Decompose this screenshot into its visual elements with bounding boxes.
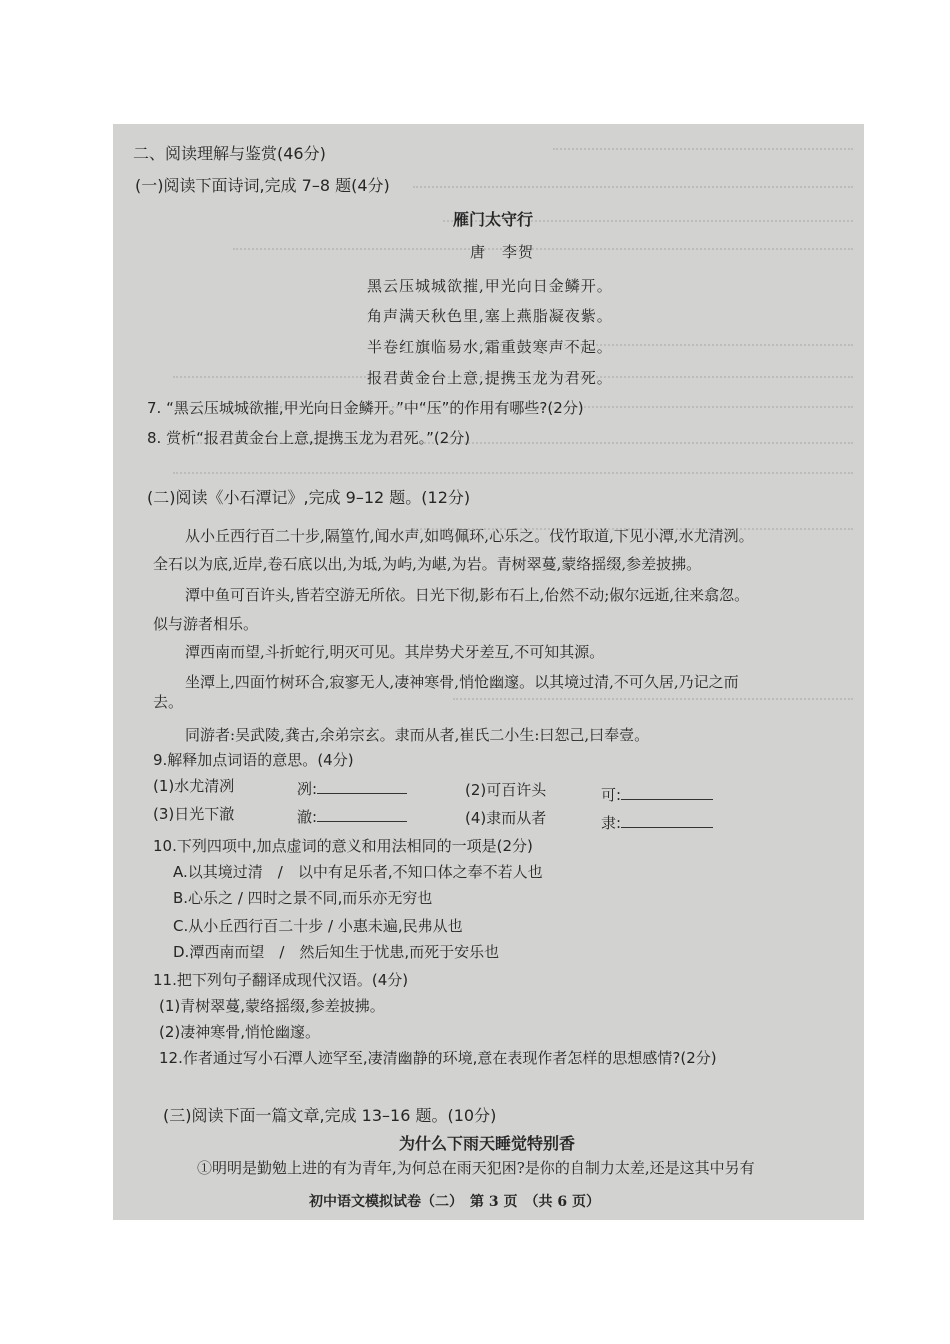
q9-item-4-key: 隶: xyxy=(601,814,622,832)
q10-option-a: A.以其境过清 / 以中有足乐者,不知口体之奉不若人也 xyxy=(173,863,543,881)
text-para1-line1: 从小丘西行百二十步,隔篁竹,闻水声,如鸣佩环,心乐之。伐竹取道,下见小潭,水尤清洌。 xyxy=(185,527,754,545)
text-para5: 同游者:吴武陵,龚古,余弟宗玄。隶而从者,崔氏二小生:曰恕己,曰奉壹。 xyxy=(185,726,650,744)
poem-line-1: 黑云压城城欲摧,甲光向日金鳞开。 xyxy=(367,277,613,295)
q9-item-2 xyxy=(601,784,713,805)
q9-item-4 xyxy=(601,812,713,833)
poem-title: 雁门太守行 xyxy=(453,210,534,229)
question-12: 12.作者通过写小石潭人迹罕至,凄清幽静的环境,意在表现作者怎样的思想感情?(2分) xyxy=(159,1049,717,1067)
text-para1-line2: 全石以为底,近岸,卷石底以出,为坻,为屿,为嵁,为岩。青树翠蔓,蒙络摇缀,参差披拂。 xyxy=(153,555,702,573)
q9-item-2-key: 可: xyxy=(601,786,622,804)
part3-instruction: (三)阅读下面一篇文章,完成 13–16 题。(10分) xyxy=(163,1106,497,1125)
q9-item-1-answer-blank[interactable] xyxy=(317,778,407,794)
part1-instruction: (一)阅读下面诗词,完成 7–8 题(4分) xyxy=(135,176,390,195)
question-9: 9.解释加点词语的意思。(4分) xyxy=(153,751,354,769)
text-para2-line1: 潭中鱼可百许头,皆若空游无所依。日光下彻,影布石上,佁然不动;俶尔远逝,往来翕忽。 xyxy=(185,586,750,604)
q10-option-b: B.心乐之 / 四时之景不同,而乐亦无穷也 xyxy=(173,889,433,907)
text-para2-line2: 似与游者相乐。 xyxy=(153,615,259,633)
text-para4-line2: 去。 xyxy=(153,693,184,711)
question-11: 11.把下列句子翻译成现代汉语。(4分) xyxy=(153,971,409,989)
q9-item-1-key: 冽: xyxy=(297,780,318,798)
poem-line-3: 半卷红旗临易水,霜重鼓寒声不起。 xyxy=(367,338,613,356)
section-title: 二、阅读理解与鉴赏(46分) xyxy=(133,144,326,163)
text-para4-line1: 坐潭上,四面竹树环合,寂寥无人,凄神寒骨,悄怆幽邃。以其境过清,不可久居,乃记之而 xyxy=(185,673,739,691)
q9-item-3-phrase: (3)日光下澈 xyxy=(153,805,235,823)
q9-item-4-phrase: (4)隶而从者 xyxy=(465,809,547,827)
q10-option-d: D.潭西南而望 / 然后知生于忧患,而死于安乐也 xyxy=(173,943,500,961)
text-para3: 潭西南而望,斗折蛇行,明灭可见。其岸势犬牙差互,不可知其源。 xyxy=(185,643,605,661)
q9-item-2-phrase: (2)可百许头 xyxy=(465,781,547,799)
q11-item-1: (1)青树翠蔓,蒙络摇缀,参差披拂。 xyxy=(159,997,385,1015)
q9-item-2-answer-blank[interactable] xyxy=(621,784,713,800)
q9-item-1 xyxy=(297,778,407,799)
question-7: 7. “黑云压城城欲摧,甲光向日金鳞开。”中“压”的作用有哪些?(2分) xyxy=(147,399,584,417)
part2-instruction: (二)阅读《小石潭记》,完成 9–12 题。(12分) xyxy=(147,488,471,507)
q9-item-1-phrase: (1)水尤清冽 xyxy=(153,777,235,795)
page-footer: 初中语文模拟试卷（二） 第 3 页 （共 6 页） xyxy=(309,1194,600,1210)
poem-line-4: 报君黄金台上意,提携玉龙为君死。 xyxy=(367,369,613,387)
q9-item-4-answer-blank[interactable] xyxy=(621,812,713,828)
q9-item-3 xyxy=(297,806,407,827)
q10-option-c: C.从小丘西行百二十步 / 小惠未遍,民弗从也 xyxy=(173,917,463,935)
exam-page xyxy=(113,124,864,1220)
poem-line-2: 角声满天秋色里,塞上燕脂凝夜紫。 xyxy=(367,307,613,325)
article-para1: ①明明是勤勉上进的有为青年,为何总在雨天犯困?是你的自制力太差,还是这其中另有 xyxy=(197,1159,755,1177)
q9-item-3-key: 澈: xyxy=(297,808,318,826)
poem-author: 唐 李贺 xyxy=(470,243,535,261)
q11-item-2: (2)凄神寒骨,悄怆幽邃。 xyxy=(159,1023,321,1041)
question-8: 8. 赏析“报君黄金台上意,提携玉龙为君死。”(2分) xyxy=(147,429,471,447)
question-10: 10.下列四项中,加点虚词的意义和用法相同的一项是(2分) xyxy=(153,837,533,855)
article-title: 为什么下雨天睡觉特别香 xyxy=(399,1134,576,1153)
q9-item-3-answer-blank[interactable] xyxy=(317,806,407,822)
